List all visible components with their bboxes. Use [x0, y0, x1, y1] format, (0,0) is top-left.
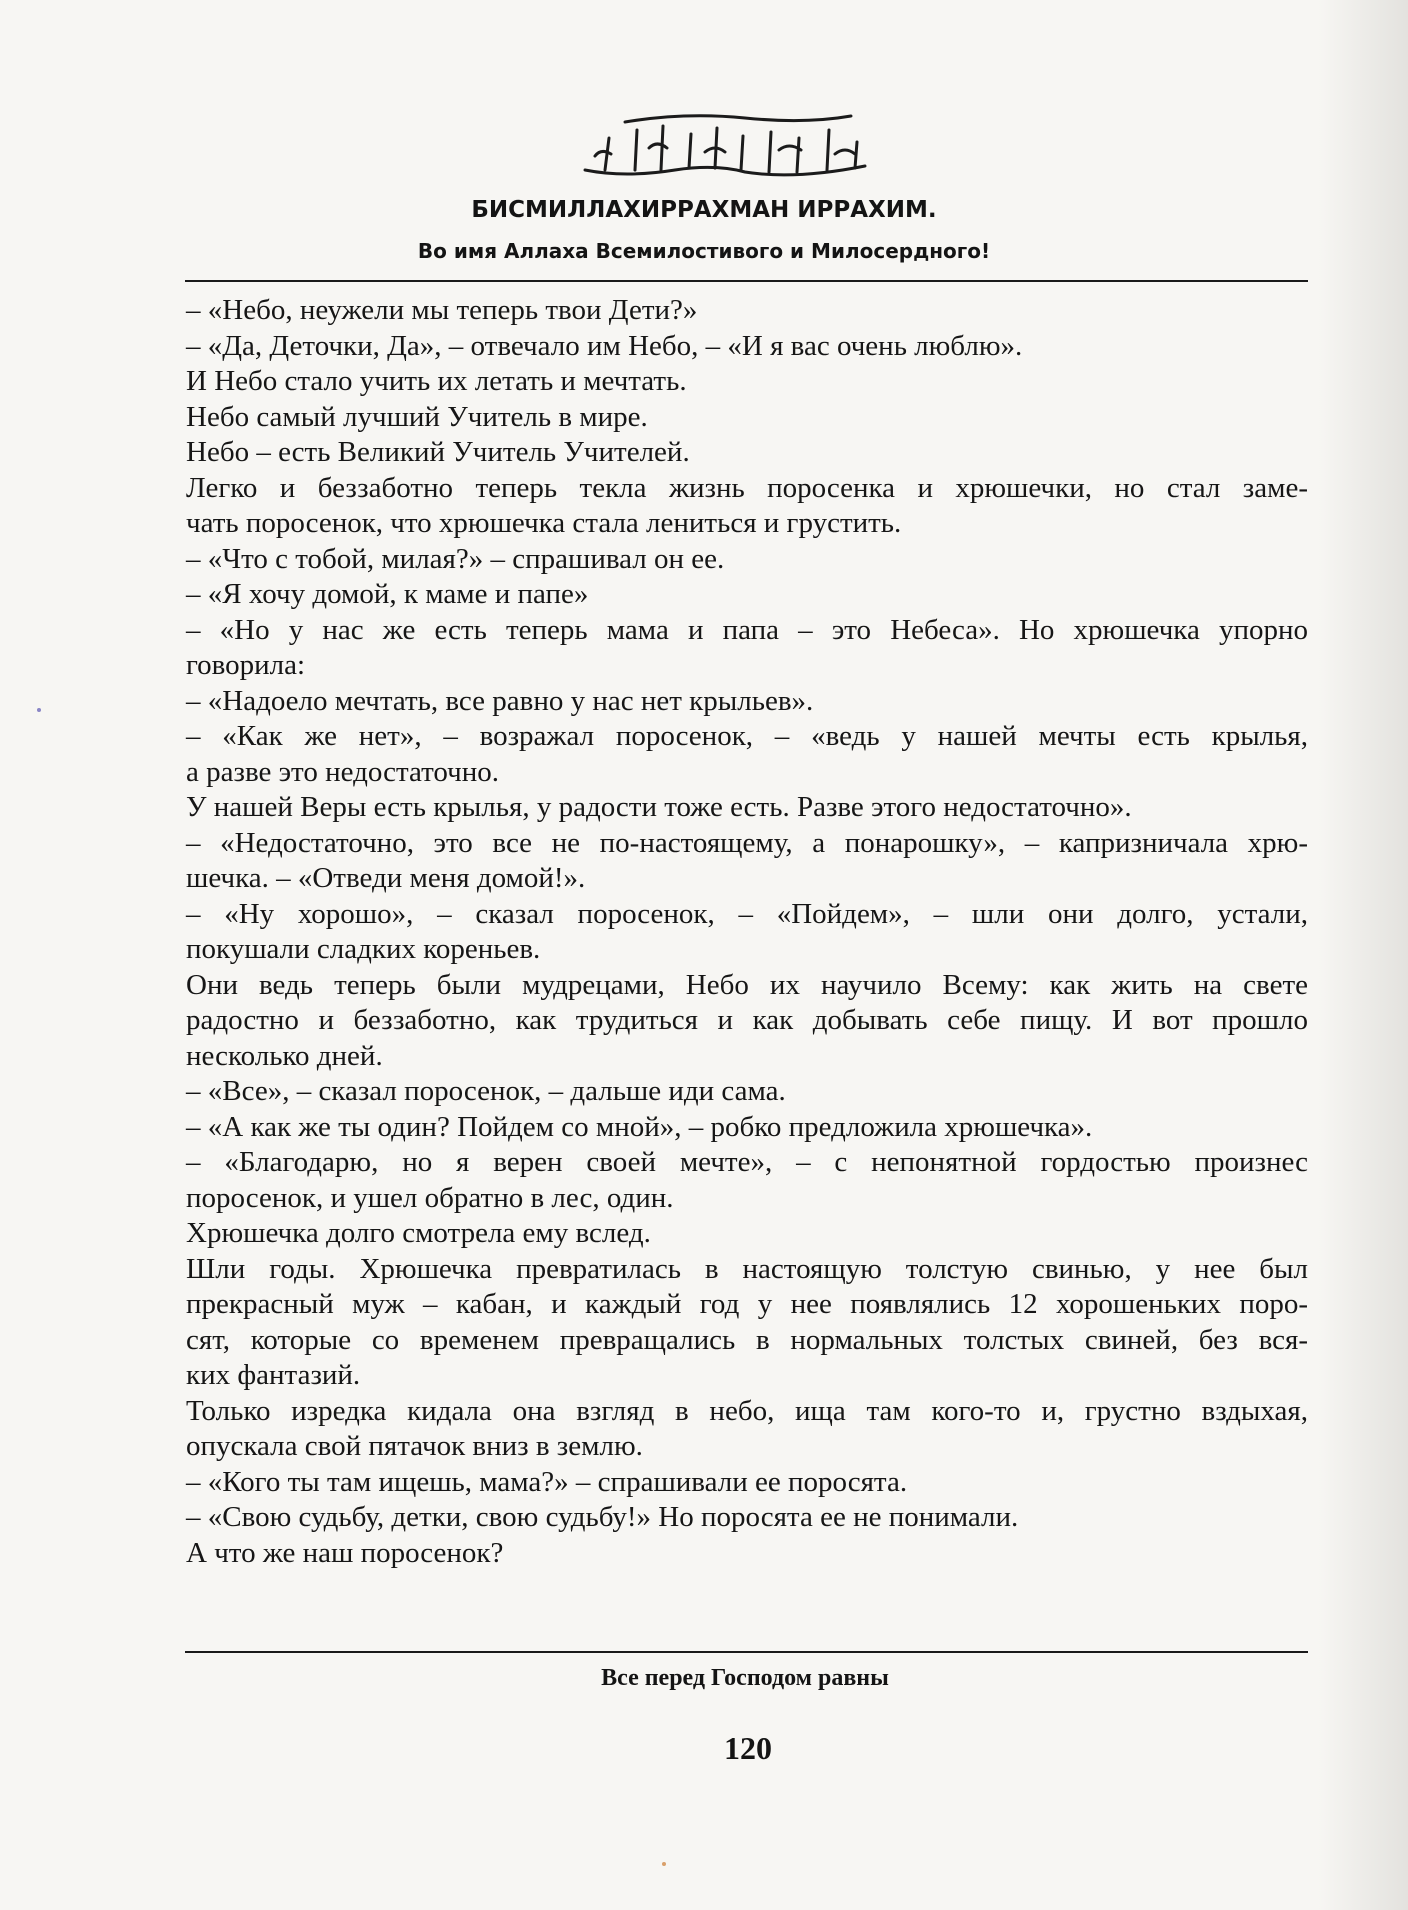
text-line: Хрюшечка долго смотрела ему вслед.: [186, 1217, 651, 1249]
text-line: чать поросенок, что хрюшечка стала лениться и грустить.: [186, 507, 902, 539]
bottom-rule-divider: [185, 1651, 1308, 1653]
text-line: – «А как же ты один? Пойдем со мной», – робко предложила хрюшечка».: [186, 1110, 1093, 1143]
bismillah-transliteration-heading: БИСМИЛЛАХИРРАХМАН ИРРАХИМ.: [471, 197, 937, 223]
text-line: Только изредка кидала она взгляд в небо, ища там кого-то и, грустно вздыхая,: [186, 1394, 1308, 1427]
text-line: – «Как же нет», – возражал поросенок, – «ведь у нашей мечты есть крылья,: [186, 720, 1308, 752]
text-line: Легко и беззаботно теперь текла жизнь поросенка и хрюшечки, но стал заме-: [186, 471, 1308, 504]
text-line: – «Да, Деточки, Да», – отвечало им Небо, – «И я вас очень люблю».: [186, 329, 1023, 362]
bismillah-translation-subheading: Во имя Аллаха Всемилостивого и Милосердного!: [417, 239, 991, 263]
text-line: ких фантазий.: [186, 1359, 361, 1391]
text-line: – «Все», – сказал поросенок, – дальше иди сама.: [186, 1075, 786, 1107]
scan-speck: [37, 708, 41, 712]
text-line: шечка. – «Отведи меня домой!».: [186, 862, 586, 894]
basmala-calligraphy: [565, 108, 895, 193]
text-line: – «Благодарю, но я верен своей мечте», – с непонятной гордостью произнес: [186, 1146, 1308, 1178]
text-line: поросенок, и ушел обратно в лес, один.: [186, 1181, 674, 1214]
text-line: опускала свой пятачок вниз в землю.: [186, 1430, 643, 1462]
svg-text:بِسْمِ اللَّهِ الرَّحْمَٰنِ ال: بِسْمِ اللَّهِ الرَّحْمَٰنِ الرَّحِيمِ: [719, 157, 741, 159]
text-line: прекрасный муж – кабан, и каждый год у нее появлялись 12 хорошеньких поро-: [186, 1288, 1308, 1320]
page-edge-shadow: [1318, 0, 1408, 1910]
running-footer-title: Все перед Господом равны: [601, 1665, 889, 1691]
text-line: – «Но у нас же есть теперь мама и папа – это Небеса». Но хрюшечка упорно: [186, 613, 1308, 646]
page-number: 120: [724, 1730, 772, 1766]
text-line: Небо самый лучший Учитель в мире.: [186, 400, 648, 433]
text-line: несколько дней.: [186, 1039, 383, 1072]
scan-speck: [662, 1862, 666, 1866]
text-line: – «Недостаточно, это все не по-настоящему, а понарошку», – капризничала хрю-: [186, 826, 1308, 859]
text-line: радостно и беззаботно, как трудиться и как добывать себе пищу. И вот прошло: [186, 1004, 1308, 1036]
text-line: Шли годы. Хрюшечка превратилась в настоящую толстую свинью, у нее был: [186, 1252, 1308, 1285]
text-line: – «Свою судьбу, детки, свою судьбу!» Но поросята ее не понимали.: [186, 1501, 1019, 1533]
text-line: а разве это недостаточно.: [186, 755, 499, 788]
text-line: – «Что с тобой, милая?» – спрашивал он ее.: [186, 542, 725, 575]
text-line: – «Кого ты там ищешь, мама?» – спрашивали ее поросята.: [186, 1465, 908, 1498]
story-body-text: [186, 293, 1308, 1571]
text-line: И Небо стало учить их летать и мечтать.: [186, 365, 687, 397]
text-line: А что же наш поросенок?: [186, 1536, 504, 1569]
text-line: покушали сладких кореньев.: [186, 933, 541, 965]
text-line: говорила:: [186, 649, 306, 681]
text-line: У нашей Веры есть крылья, у радости тоже есть. Разве этого недостаточно».: [186, 791, 1132, 823]
text-line: – «Надоело мечтать, все равно у нас нет крыльев».: [186, 684, 814, 717]
text-line: Они ведь теперь были мудрецами, Небо их научило Всему: как жить на свете: [186, 968, 1308, 1001]
text-line: – «Я хочу домой, к маме и папе»: [186, 578, 589, 610]
text-line: – «Ну хорошо», – сказал поросенок, – «Пойдем», – шли они долго, устали,: [186, 897, 1308, 930]
text-line: сят, которые со временем превращались в нормальных толстых свиней, без вся-: [186, 1323, 1308, 1356]
text-line: – «Небо, неужели мы теперь твои Дети?»: [186, 294, 698, 326]
text-line: Небо – есть Великий Учитель Учителей.: [186, 436, 690, 468]
top-rule-divider: [185, 280, 1308, 282]
